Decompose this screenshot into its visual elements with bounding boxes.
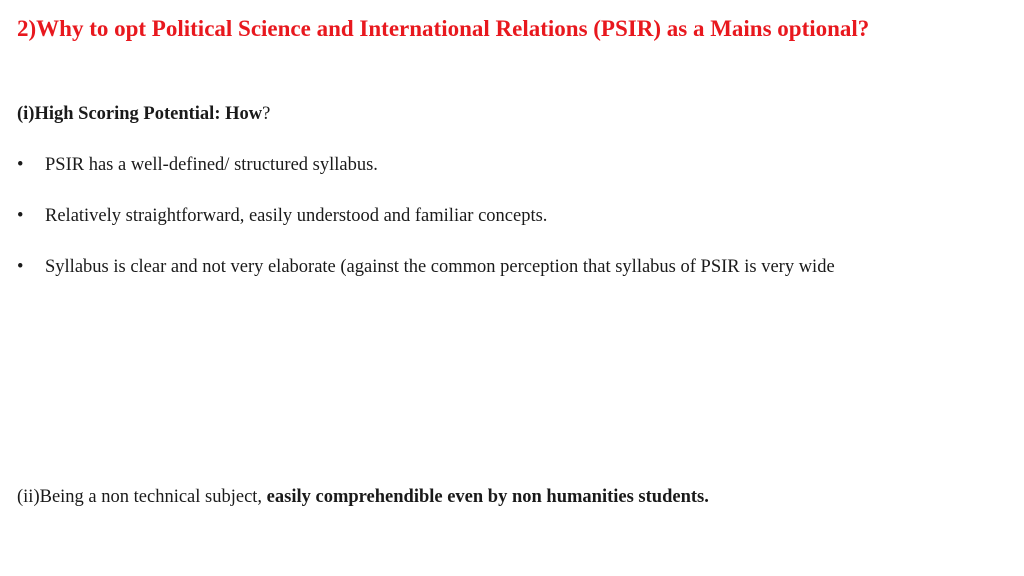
bullet-text: Relatively straightforward, easily understood and familiar concepts. <box>45 206 548 226</box>
subheading-suffix: ? <box>262 104 271 124</box>
bullet-icon: • <box>17 155 24 175</box>
subheading <box>17 104 270 125</box>
bullet-icon: • <box>17 257 24 277</box>
bullet-icon: • <box>17 206 24 226</box>
point-two-normal: (ii)Being a non technical subject, <box>17 487 267 507</box>
point-two <box>17 487 709 508</box>
point-two-bold: easily comprehendible even by non humanities students. <box>266 487 709 507</box>
bullet-text: Syllabus is clear and not very elaborate (against the common perception that syllabus of PSIR is very wide <box>45 257 835 277</box>
subheading-bold: (i)High Scoring Potential: How <box>17 104 263 124</box>
bullet-text: PSIR has a well-defined/ structured syllabus. <box>45 155 378 175</box>
slide-title: 2)Why to opt Political Science and International Relations (PSIR) as a Mains optional? <box>17 16 870 41</box>
